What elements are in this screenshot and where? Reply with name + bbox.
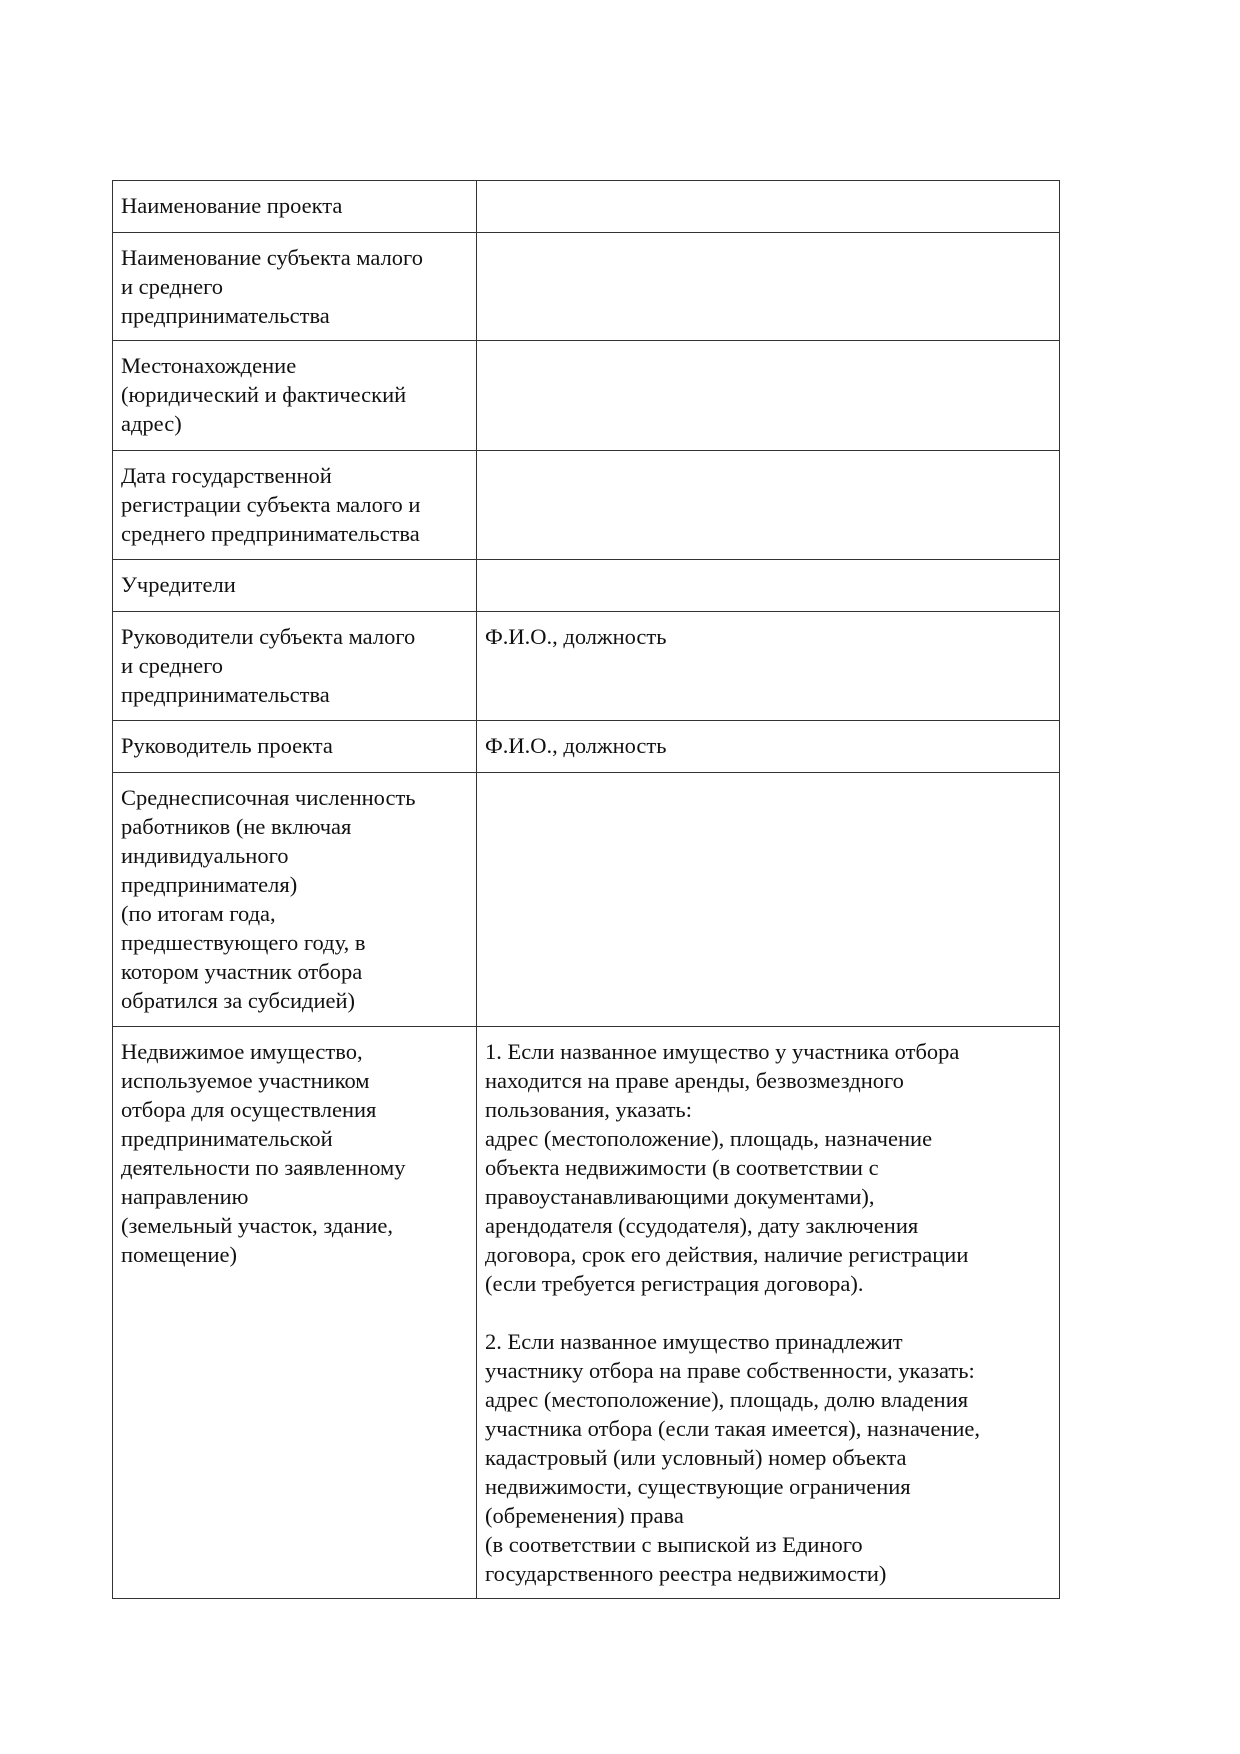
table-row: [113, 773, 1060, 1027]
table-row: [113, 560, 1060, 612]
row-value[interactable]: Ф.И.О., должность: [477, 612, 1060, 721]
table-row: [113, 181, 1060, 233]
table-row: [113, 1027, 1060, 1599]
row-value[interactable]: [477, 181, 1060, 233]
row-value[interactable]: [477, 233, 1060, 341]
row-label: Учредители: [113, 560, 477, 612]
row-value[interactable]: [477, 341, 1060, 451]
row-value[interactable]: [477, 773, 1060, 1027]
table-row: [113, 721, 1060, 773]
row-label: Среднесписочная численность работников (не включая индивидуального предпринимателя) (по итогам года, предшествующего году, в котором участник отбора обратился за субсидией): [113, 773, 477, 1027]
ownership-instructions: 2. Если названное имущество принадлежит участнику отбора на праве собственности, указать: адрес (местоположение), площадь, долю владения участника отбора (если такая имеется), назначение, кадастровый (или условный) номер объекта недвижимости, существующие ограничения (обременения) права (в соответствии с выпиской из Единого государственного реестра недвижимости): [485, 1329, 981, 1586]
row-label: Руководители субъекта малого и среднего предпринимательства: [113, 612, 477, 721]
table-row: [113, 341, 1060, 451]
project-info-table: [112, 180, 1060, 1599]
row-label: Местонахождение (юридический и фактический адрес): [113, 341, 477, 451]
row-value[interactable]: Ф.И.О., должность: [477, 721, 1060, 773]
table-row: [113, 233, 1060, 341]
row-value[interactable]: [477, 451, 1060, 560]
row-value[interactable]: [477, 560, 1060, 612]
lease-instructions: 1. Если названное имущество у участника отбора находится на праве аренды, безвозмездного пользования, указать: адрес (местоположение), площадь, назначение объекта недвижимости (в соответствии с правоустанавливающими документами), арендодателя (ссудодателя), дату заключения договора, срок его действия, наличие регистрации (если требуется регистрация договора).: [485, 1039, 969, 1296]
row-label: Наименование проекта: [113, 181, 477, 233]
table-row: [113, 451, 1060, 560]
row-label: Дата государственной регистрации субъекта малого и среднего предпринимательства: [113, 451, 477, 560]
row-label: Наименование субъекта малого и среднего предпринимательства: [113, 233, 477, 341]
row-label: Недвижимое имущество, используемое участником отбора для осуществления предпринимательской деятельности по заявленному направлению (земельный участок, здание, помещение): [113, 1027, 477, 1599]
row-value[interactable]: [477, 1027, 1060, 1599]
table-row: [113, 612, 1060, 721]
row-label: Руководитель проекта: [113, 721, 477, 773]
